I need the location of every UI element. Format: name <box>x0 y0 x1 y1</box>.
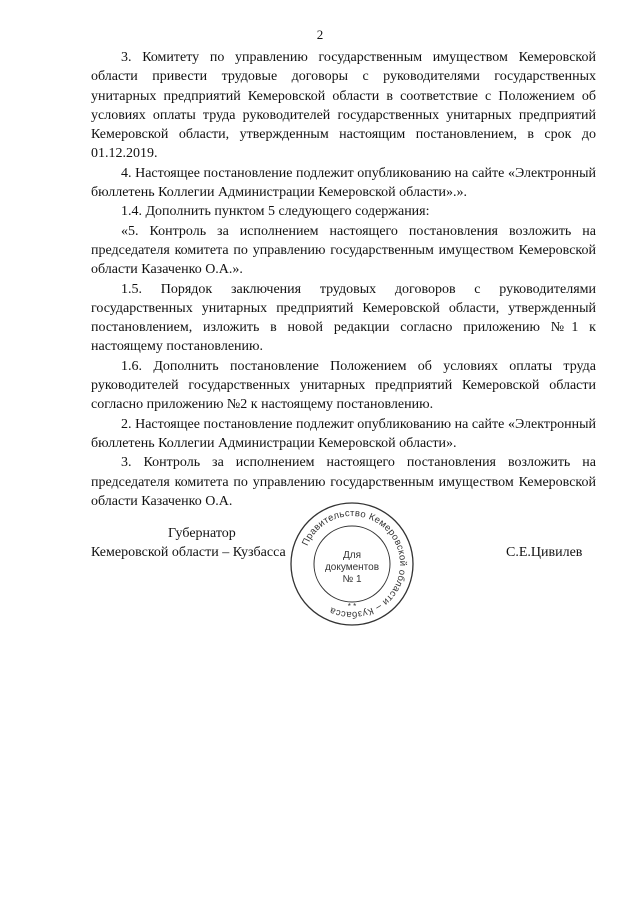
stamp-center-line1: Для <box>342 550 362 561</box>
paragraph-3-control: 3. Контроль за исполнением настоящего постановления возложить на председателя комитета по управлению государственным имуществом Кемеровской области Казаченко О.А. <box>91 455 596 509</box>
stamp-ring-text: Правительство Кемеровской области – Кузбасса <box>300 507 409 621</box>
page-number: 2 <box>316 27 324 42</box>
document-body <box>91 48 596 511</box>
paragraph-1-5: 1.5. Порядок заключения трудовых договоров с руководителями государственных унитарных предприятий Кемеровской области, утвержденный постановлением, изложить в новой редакции согласно приложению №1 к настоящему постановлению. <box>91 281 596 355</box>
signature-title: Губернатор <box>168 526 236 541</box>
paragraph-4-publication: 4. Настоящее постановление подлежит опубликованию на сайте «Электронный бюллетень Коллегии Администрации Кемеровской области».». <box>91 165 596 201</box>
official-stamp <box>288 500 416 628</box>
stamp-center-line3: № 1 <box>342 574 362 585</box>
paragraph-1-4: 1.4. Дополнить пунктом 5 следующего содержания: <box>121 204 430 220</box>
paragraph-1-6: 1.6. Дополнить постановление Положением об условиях оплаты труда руководителей государственных унитарных предприятий Кемеровской области согласно приложению №2 к настоящему постановлению. <box>91 358 596 413</box>
signature-name: С.Е.Цивилев <box>506 545 583 560</box>
paragraph-2-publication: 2. Настоящее постановление подлежит опубликованию на сайте «Электронный бюллетень Коллегии Администрации Кемеровской области». <box>91 416 596 451</box>
stamp-center-line2: документов <box>324 562 380 573</box>
stamp-stars: * * <box>347 602 357 611</box>
paragraph-3-committee: 3. Комитету по управлению государственным имуществом Кемеровской области привести трудовые договоры с руководителями государственных унитарных предприятий Кемеровской области в соответствие с Положением об условиях оплаты труда руководителей государственных унитарных предприятий Кемеровской области, утвержденным настоящим постановлением, в срок до 01.12.2019. <box>91 50 596 162</box>
paragraph-quote-5-control: «5. Контроль за исполнением настоящего постановления возложить на председателя комитета по управлению государственным имуществом Кемеровской области Казаченко О.А.». <box>91 223 596 278</box>
signature-region: Кемеровской области – Кузбасса <box>91 545 286 560</box>
